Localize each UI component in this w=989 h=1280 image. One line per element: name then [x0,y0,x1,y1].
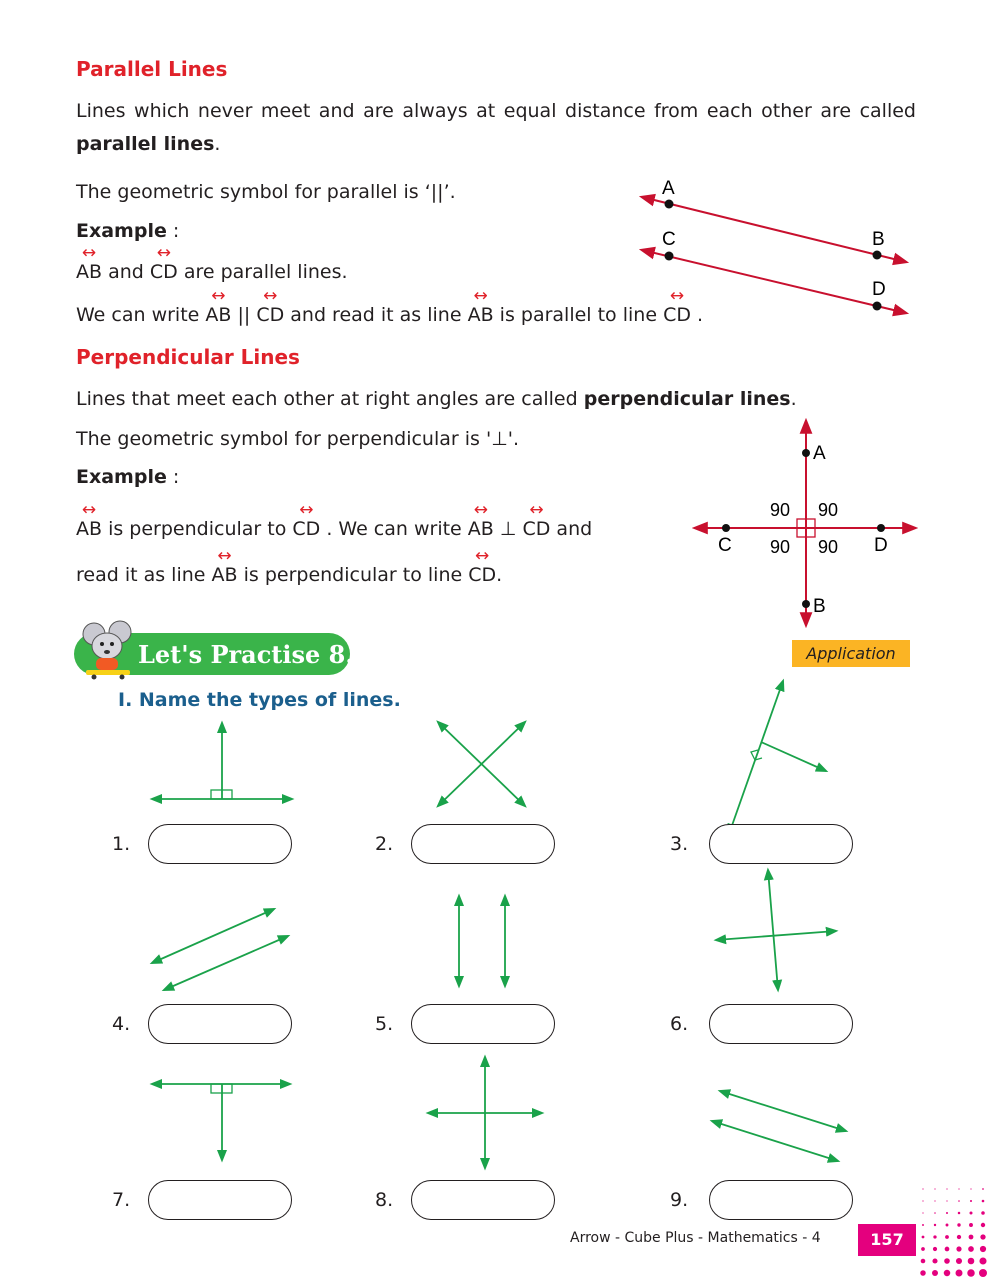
answer-box-6[interactable] [709,1004,853,1044]
question-number-2: 2. [375,833,394,855]
parallel-term: parallel lines [76,133,215,155]
example-colon: : [166,220,180,242]
line-cd: ↔ CD [663,303,691,328]
practise-badge-label: Let's Practise 8.5 [138,640,371,669]
line-ab: ↔ AB [76,517,102,542]
perpendicular-definition-end: . [790,388,797,410]
application-tag: Application [792,640,910,667]
decorative-dot [932,1258,937,1263]
decorative-dot [969,1223,973,1227]
figure-4-parallel [152,909,288,990]
are-parallel-text: are parallel lines. [177,261,348,283]
line-ab: ↔ AB [212,563,238,588]
and-word: and [550,518,593,540]
period: . [496,564,503,586]
answer-box-2[interactable] [411,824,555,864]
period: . [690,304,704,326]
question-number-8: 8. [375,1189,394,1211]
example-label: Example [76,466,167,488]
question-instruction: I. Name the types of lines. [118,689,401,711]
decorative-dot [968,1258,975,1265]
example-label: Example [76,220,167,242]
and-word: and [102,261,150,283]
label-c: C [662,229,676,250]
decorative-dot [946,1200,947,1201]
decorative-dot [922,1200,923,1201]
question-number-5: 5. [375,1013,394,1035]
decorative-dot [945,1247,950,1252]
decorative-dot [956,1258,962,1264]
perpendicular-term: perpendicular lines [583,388,791,410]
line-ab: ↔ AB [205,303,231,328]
label-b: B [872,229,885,250]
parallel-heading: Parallel Lines [76,57,228,81]
decorative-dot [933,1235,936,1238]
decorative-dot [946,1224,949,1227]
decorative-dot [982,1188,984,1190]
perpendicular-symbol-sentence: The geometric symbol for perpendicular is '⊥'. [76,428,520,450]
decorative-dot [970,1188,971,1189]
decorative-dot [958,1188,959,1189]
example-colon: : [166,466,180,488]
angle-label-1: 90 [770,500,791,520]
line-cd: ↔ CD [522,517,550,542]
is-perpendicular-to-line-text: is perpendicular to line [237,564,469,586]
decorative-dot [946,1188,947,1189]
decorative-dot [921,1259,926,1264]
label-d: D [874,535,888,556]
decorative-dot [981,1223,985,1227]
perpendicular-symbol: ⊥ [493,518,523,540]
decorative-dot [946,1212,948,1214]
decorative-dot [934,1224,936,1226]
label-a: A [813,443,826,464]
decorative-dot [979,1269,987,1277]
answer-box-8[interactable] [411,1180,555,1220]
answer-box-3[interactable] [709,824,853,864]
figure-7-perpendicular [152,1084,290,1160]
question-number-3: 3. [670,833,689,855]
decorative-dot [958,1212,961,1215]
line-ab: ↔ AB [468,303,494,328]
decorative-dot [956,1246,961,1251]
decorative-dot [981,1211,985,1215]
line-cd: ↔ CD [150,260,178,285]
question-number-9: 9. [670,1189,689,1211]
parallel-symbol: || [231,304,257,326]
decorative-dot [920,1270,926,1276]
label-b: B [813,596,826,617]
footer-book-title: Arrow - Cube Plus - Mathematics - 4 [570,1230,821,1246]
we-can-write: . We can write [320,518,468,540]
decorative-dot [945,1235,949,1239]
figure-5-parallel [459,896,505,986]
we-can-write: We can write [76,304,206,326]
decorative-dot [967,1269,975,1277]
is-perpendicular-to-text: is perpendicular to [102,518,293,540]
question-number-4: 4. [112,1013,131,1035]
decorative-dot [933,1247,937,1251]
figure-9-parallel [712,1091,846,1161]
decorative-dot [944,1258,950,1264]
question-number-6: 6. [670,1013,689,1035]
decorative-dot [921,1247,925,1251]
decorative-dot [980,1246,986,1252]
perpendicular-heading: Perpendicular Lines [76,345,300,369]
angle-label-3: 90 [770,537,791,557]
decorative-dot [968,1246,974,1252]
is-parallel-to-text: is parallel to line [493,304,664,326]
perpendicular-definition-text: Lines that meet each other at right angles are called [76,388,584,410]
decorative-dot [980,1234,985,1239]
answer-box-9[interactable] [709,1180,853,1220]
decorative-dot [934,1212,936,1214]
parallel-symbol-sentence: The geometric symbol for parallel is ‘||’. [76,181,456,203]
answer-box-1[interactable] [148,824,292,864]
decorative-dot [944,1270,951,1277]
decorative-dots [918,1184,989,1280]
page-number: 157 [858,1224,916,1256]
line-cd: ↔ CD [468,563,496,588]
answer-box-7[interactable] [148,1180,292,1220]
line-cd: ↔ CD [256,303,284,328]
parallel-definition-text: Lines which never meet and are always at equal distance from each other are called [76,100,916,122]
answer-box-5[interactable] [411,1004,555,1044]
decorative-dot [934,1200,935,1201]
angle-label-2: 90 [818,500,839,520]
decorative-dot [922,1212,923,1213]
decorative-dot [956,1270,963,1277]
answer-box-4[interactable] [148,1004,292,1044]
label-a: A [662,178,675,199]
decorative-dot [970,1200,972,1202]
figure-8-perpendicular [428,1057,542,1168]
decorative-dot [969,1235,974,1240]
read-as-text: and read it as line [284,304,468,326]
parallel-definition-end: . [214,133,221,155]
label-c: C [718,535,732,556]
decorative-dot [957,1235,961,1239]
decorative-dot [979,1257,986,1264]
decorative-dot [922,1224,924,1226]
figure-2-intersecting [438,722,525,806]
angle-label-4: 90 [818,537,839,557]
question-number-1: 1. [112,833,131,855]
line-ab: ↔ AB [76,260,102,285]
line-cd: ↔ CD [292,517,320,542]
figure-6-intersecting [716,870,836,990]
decorative-dot [934,1188,935,1189]
label-d: D [872,279,886,300]
figure-1-perpendicular [152,723,292,799]
decorative-dot [982,1200,985,1203]
decorative-dot [922,1188,923,1189]
decorative-dot [970,1212,973,1215]
decorative-dot [957,1223,960,1226]
decorative-dot [958,1200,960,1202]
decorative-dot [922,1236,925,1239]
figure-3-perpendicular [729,681,826,834]
decorative-dot [932,1270,938,1276]
read-as-text: read it as line [76,564,212,586]
line-ab: ↔ AB [468,517,494,542]
question-number-7: 7. [112,1189,131,1211]
